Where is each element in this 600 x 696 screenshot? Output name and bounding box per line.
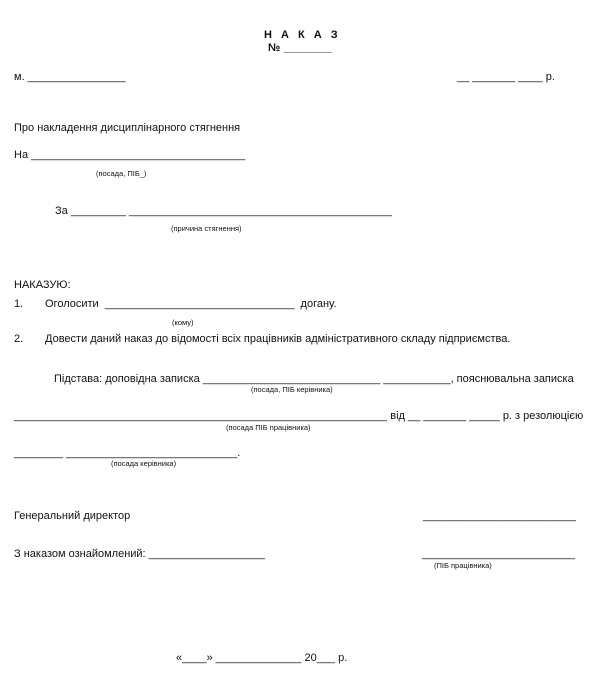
basis-caption-3: (посада керівника) — [111, 459, 177, 468]
basis-line-1: Підстава: доповідна записка _____________________________ ___________, пояснювальна записка — [54, 373, 574, 385]
basis-caption-2: (посада ПІБ працівника) — [226, 423, 311, 432]
for-line: За _________ ___________________________________________ — [55, 205, 392, 217]
order-number: № ________ — [268, 42, 333, 54]
order-title: Н А К А З — [264, 29, 341, 41]
basis-line-2: _____________________________________________________________ від __ _______ _____ р. з резолюцією — [14, 410, 584, 422]
for-caption: (причина стягнення) — [171, 224, 242, 233]
item-2-number: 2. — [14, 333, 24, 345]
item-1-caption: (кому) — [172, 318, 194, 327]
acquainted-signature-line: _________________________ — [422, 548, 575, 560]
item-2-text: Довести даний наказ до відомості всіх працівників адміністративного складу підприємства. — [45, 333, 511, 345]
basis-caption-1: (посада, ПІБ керівника) — [251, 385, 333, 394]
on-line: На ___________________________________ — [14, 149, 246, 161]
order-subject: Про накладення дисциплінарного стягнення — [14, 122, 241, 134]
acquainted-caption: (ПІБ працівника) — [434, 561, 492, 570]
order-word: НАКАЗУЮ: — [14, 279, 71, 291]
footer-date: «____» ______________ 20___ р. — [176, 652, 348, 664]
basis-line-3: ________ ____________________________. — [14, 447, 241, 459]
on-caption: (посада, ПІБ_) — [96, 169, 147, 178]
place-line: м. ________________ — [14, 71, 126, 83]
item-1-number: 1. — [14, 298, 24, 310]
acquainted-label: З наказом ознайомлений: ___________________ — [14, 548, 265, 560]
date-line: __ _______ ____ р. — [457, 71, 555, 83]
director-signature-line: _________________________ — [423, 510, 576, 522]
item-1-text: Оголосити _______________________________ догану. — [45, 298, 337, 310]
director-label: Генеральний директор — [14, 510, 131, 522]
